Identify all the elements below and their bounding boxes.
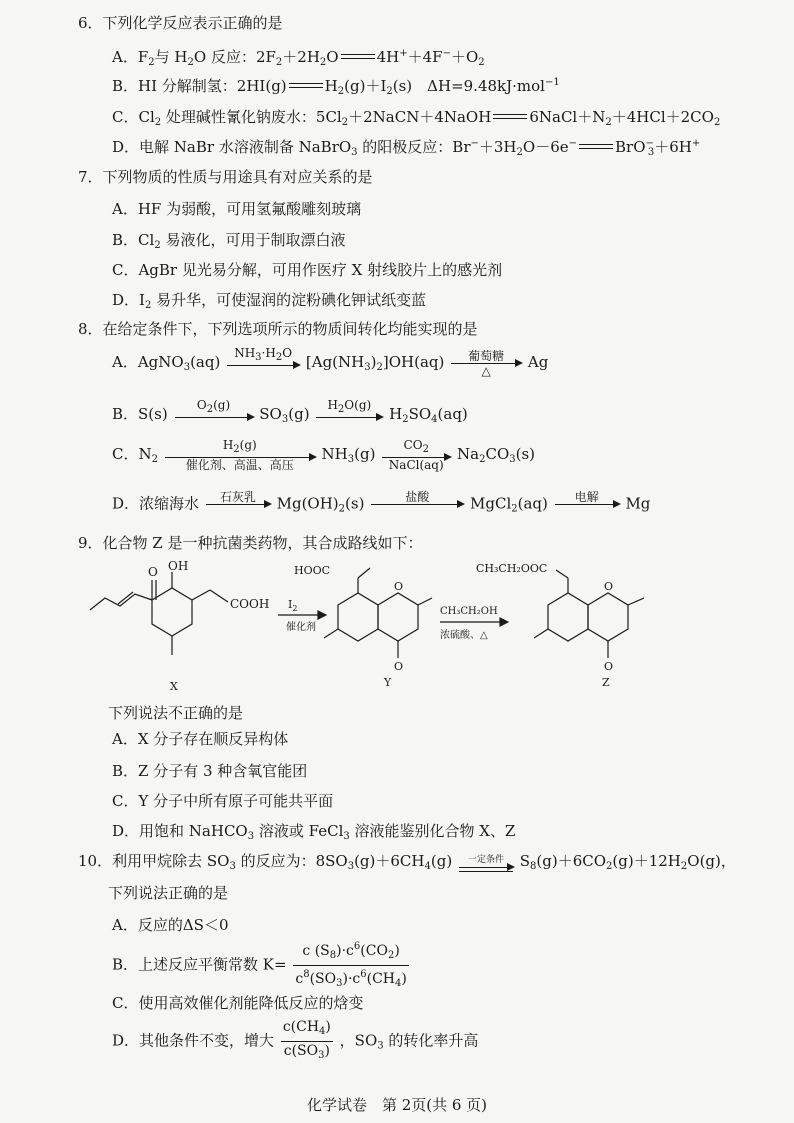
q6-option-d: D．电解 NaBr 水溶液制备 NaBrO$_3$ 的阳极反应：$Br^-+3H_2O-6e^-$ BrO−$_3$＋6H+ <box>112 138 701 158</box>
q6-stem: 6．下列化学反应表示正确的是 <box>78 14 283 32</box>
q7-option-b: B．$Cl_2$ 易液化，可用于制取漂白液 <box>112 231 346 251</box>
q8-b-arrow2: $H_2O(g)$ <box>316 398 382 432</box>
q10-option-d: D．其他条件不变，增大 $\frac{c(CH_4)}{c(SO_3)}$ ，$SO_3$ 的转化率升高 <box>112 1018 478 1065</box>
q8-d-arrow2: 盐酸 <box>371 490 463 519</box>
q10-stem: 10．利用甲烷除去 $SO_3$ 的反应为：$8SO_3(g)+6CH_4(g)$ 一定条件 $S_8(g)+6CO_2(g)+12H_2O(g)$， <box>78 852 736 872</box>
q8-b-arrow1: $O_2(g)$ <box>175 398 253 432</box>
q8-c-arrow1: $H_2(g)$ 催化剂、高温、高压 <box>165 438 315 472</box>
label-z: Z <box>602 676 610 689</box>
q9-stem: 9．化合物 Z 是一种抗菌类药物，其合成路线如下： <box>78 534 423 552</box>
q9-option-d: D．用饱和 NaHCO$_3$ 溶液或 FeCl$_3$ 溶液能鉴别化合物 X、Z <box>112 822 516 842</box>
q8-option-b: B．S(s) $O_2(g)$ $SO_3(g)$ $H_2O(g)$ $H_2SO_4(aq)$ <box>112 398 468 432</box>
q10-ratio-fraction: $\frac{c(CH_4)}{c(SO_3)}$ <box>282 1019 331 1061</box>
z-ring-o-label: O <box>604 580 614 593</box>
z-keto-o-label: O <box>604 660 614 673</box>
q6-option-a: A．$F_2$与 $H_2O$ 反应：$2F_2+2H_2O$ $4H^++4F^-+O_2$ <box>112 48 485 68</box>
reaction-arrow-2 <box>440 618 508 626</box>
q10-equilibrium-arrow: 一定条件 <box>459 853 513 872</box>
z-ester-label: CH₃CH₂OOC <box>476 562 548 575</box>
q10-k-fraction: $\frac{c (S_8)\cdot c^6(CO_2)}{c^8(SO_3)\cdot c^6(CH_4)}$ <box>293 938 409 993</box>
q8-option-a: A．AgNO$_3$(aq) $NH_3\cdot H_2O$ $[Ag(NH_3)_2]OH(aq)$ 葡萄糖 △ Ag <box>112 346 548 380</box>
molecule-z <box>534 570 644 658</box>
reaction-arrow-1 <box>278 611 326 619</box>
r1-reagent: $I_2$ <box>288 598 298 613</box>
q7-option-d: D．$I_2$ 易升华，可使湿润的淀粉碘化钾试纸变蓝 <box>112 291 427 311</box>
q10-option-a: A．反应的ΔS＜0 <box>112 916 229 934</box>
q9-option-a: A．X 分子存在顺反异构体 <box>112 730 289 748</box>
q10-option-b: B．上述反应平衡常数 K= $\frac{c (S_8)\cdot c^6(CO_2)}{c^8(SO_3)\cdot c^6(CH_4)}$ <box>112 938 411 993</box>
label-x: X <box>170 680 178 693</box>
q9-synthesis-scheme <box>80 560 780 700</box>
y-hooc-label: HOOC <box>294 564 331 577</box>
x-o-label: O <box>148 565 158 579</box>
y-ring-o-label: O <box>394 580 404 593</box>
q10-ask: 下列说法正确的是 <box>108 884 229 902</box>
q8-c-arrow2: $CO_2$ NaCl(aq) <box>382 438 450 472</box>
q6-option-b: B．HI 分解制氢：2HI(g) $H_2(g)+I_2(s)$ ΔH=9.48kJ·mol$^{-1}$ <box>112 77 560 97</box>
r1-catalyst: 催化剂 <box>286 622 316 633</box>
r2-condition: 浓硫酸、△ <box>440 630 488 641</box>
q9-option-c: C．Y 分子中所有原子可能共平面 <box>112 792 334 810</box>
q8-option-d: D．浓缩海水 石灰乳 $Mg(OH)_2(s)$ 盐酸 MgCl$_2$(aq) 电解 Mg <box>112 490 650 519</box>
r2-reagent: CH₃CH₂OH <box>440 606 498 617</box>
q8-option-c: C．$N_2$ $H_2(g)$ 催化剂、高温、高压 $NH_3(g)$ $CO_2$ NaCl(aq) $Na_2CO_3(s)$ <box>112 438 536 472</box>
q8-a-arrow2: 葡萄糖 △ <box>451 349 521 378</box>
label-y: Y <box>384 676 392 689</box>
page-footer: 化学试卷 第 2页(共 6 页) <box>306 1096 488 1114</box>
q6-option-c: C．$Cl_2$ 处理碱性氰化钠废水：$5Cl_2+2NaCN+4NaOH$ $6NaCl+N_2+4HCl+2CO_2$ <box>112 108 721 128</box>
molecule-y <box>324 568 432 658</box>
q7-option-c: C．AgBr 见光易分解，可用作医疗 X 射线胶片上的感光剂 <box>112 261 503 279</box>
q8-a-arrow1: $NH_3\cdot H_2O$ <box>227 346 299 380</box>
q7-stem: 7．下列物质的性质与用途具有对应关系的是 <box>78 168 373 186</box>
y-keto-o-label: O <box>394 660 404 673</box>
q10-option-c: C．使用高效催化剂能降低反应的焓变 <box>112 994 364 1012</box>
molecule-x <box>90 572 228 655</box>
q7-option-a: A．HF 为弱酸，可用氢氟酸雕刻玻璃 <box>112 200 362 218</box>
q8-d-arrow1: 石灰乳 <box>206 490 270 519</box>
q8-stem: 8．在给定条件下，下列选项所示的物质间转化均能实现的是 <box>78 320 478 338</box>
x-oh-label: OH <box>168 560 189 573</box>
q8-d-arrow3: 电解 <box>555 490 619 519</box>
q9-ask: 下列说法不正确的是 <box>108 704 244 722</box>
q9-option-b: B．Z 分子有 3 种含氧官能团 <box>112 762 308 780</box>
x-cooh-label: COOH <box>230 597 270 611</box>
